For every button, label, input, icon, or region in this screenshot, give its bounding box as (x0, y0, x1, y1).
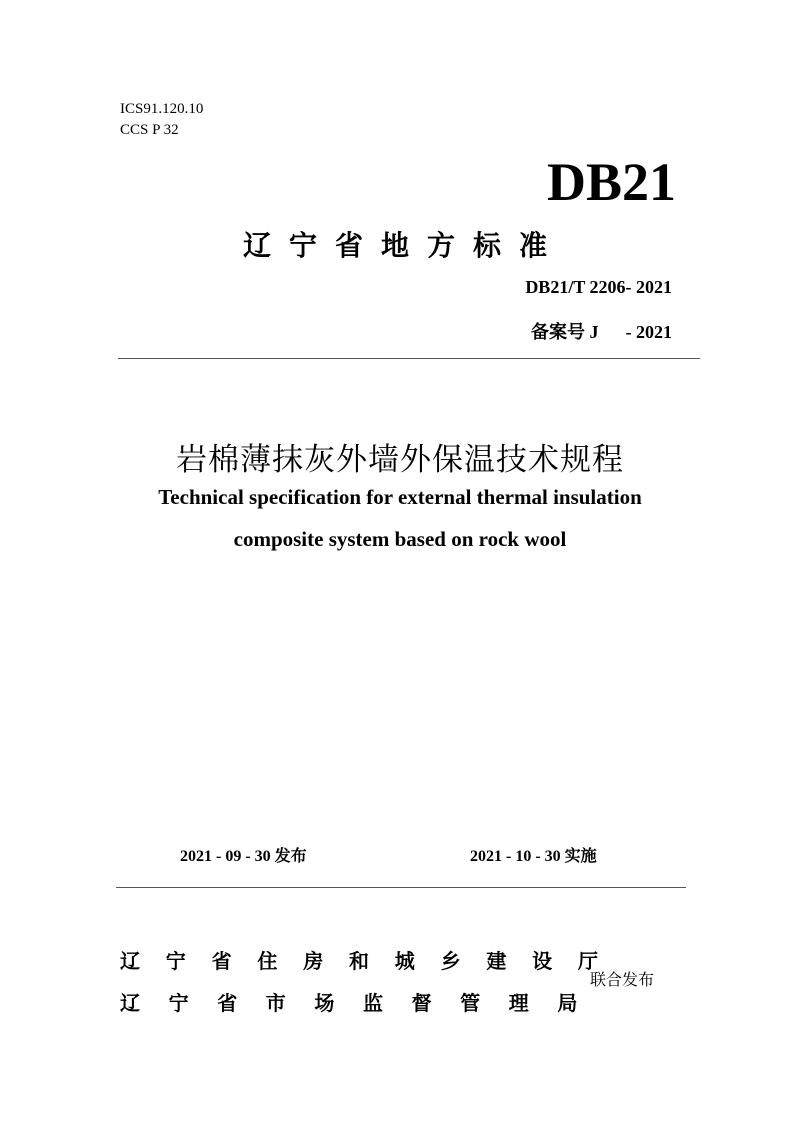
issuer-char: 乡 (440, 949, 461, 973)
issuer-market-regulation (120, 987, 606, 1016)
issuer-char: 场 (314, 991, 335, 1015)
issuer-char: 辽 (120, 991, 140, 1015)
standard-code: DB21 (546, 152, 676, 212)
issuer-char: 管 (460, 991, 481, 1015)
issuer-char: 和 (348, 949, 369, 973)
implementation-date: 2021 - 10 - 30 实施 (470, 848, 597, 865)
joint-issue-label: 联合发布 (590, 970, 655, 989)
issuer-char: 督 (411, 991, 432, 1015)
issuer-char: 住 (257, 949, 278, 973)
issue-date: 2021 - 09 - 30 发布 (180, 848, 307, 865)
standard-category: 辽宁省地方标准 (242, 229, 565, 262)
title-chinese: 岩棉薄抹灰外墙外保温技术规程 (176, 442, 624, 478)
issuer-char: 省 (217, 991, 238, 1015)
title-english-line2: composite system based on rock wool (233, 527, 567, 551)
issuer-char: 建 (486, 949, 507, 973)
issuer-char: 省 (211, 949, 232, 973)
issuer-char: 局 (557, 991, 578, 1015)
issuer-char: 设 (532, 949, 553, 973)
issuer-char: 理 (508, 991, 529, 1015)
ccs-code: CCS P 32 (120, 122, 179, 138)
standard-number: DB21/T 2206- 2021 (525, 277, 672, 297)
issuer-char: 监 (362, 991, 383, 1015)
issuer-housing-department (120, 945, 624, 974)
top-divider (118, 358, 700, 359)
ics-code: ICS91.120.10 (120, 101, 204, 117)
issuer-char: 宁 (168, 991, 189, 1015)
issuer-char: 辽 (120, 949, 140, 973)
issuer-char: 厅 (577, 949, 598, 973)
filing-year: - 2021 (625, 322, 672, 342)
issuer-char: 城 (394, 949, 415, 973)
filing-label: 备案号 J (531, 322, 599, 342)
bottom-divider (116, 887, 686, 888)
issuer-char: 市 (265, 991, 286, 1015)
filing-number (531, 318, 672, 344)
issuer-char: 房 (303, 949, 324, 973)
title-english-line1: Technical specification for external thermal insulation (158, 485, 642, 509)
issuer-char: 宁 (165, 949, 186, 973)
